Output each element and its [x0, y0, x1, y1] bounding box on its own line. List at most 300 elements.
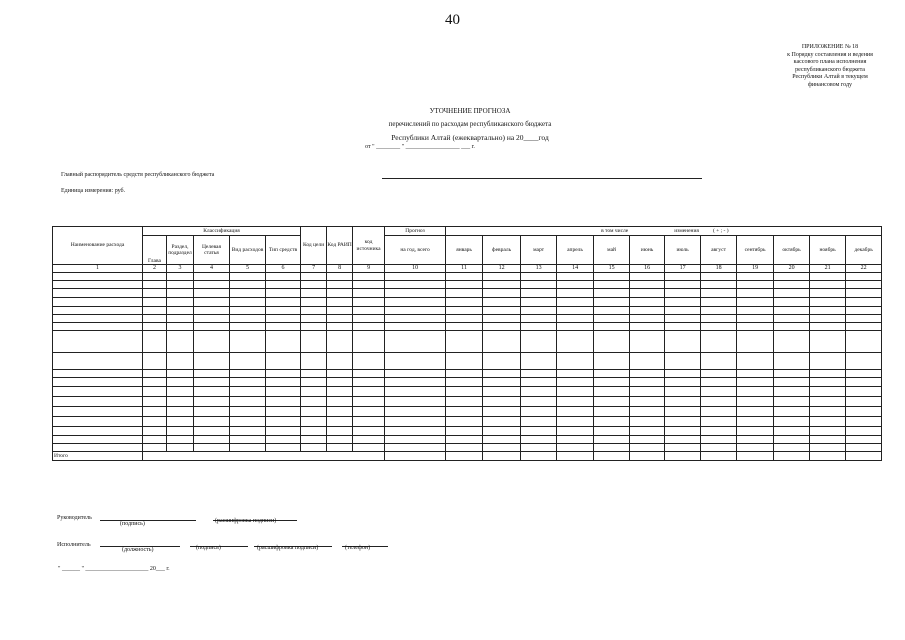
total-cell — [774, 452, 810, 461]
table-cell — [353, 397, 385, 407]
table-cell — [53, 353, 143, 370]
table-cell — [301, 281, 327, 289]
table-cell — [327, 370, 353, 378]
table-cell — [737, 378, 774, 387]
col-number: 20 — [774, 265, 810, 273]
table-cell — [143, 378, 167, 387]
table-cell — [194, 281, 230, 289]
table-cell — [846, 298, 882, 307]
table-cell — [327, 407, 353, 417]
table-cell — [483, 370, 521, 378]
table-cell — [230, 323, 266, 331]
table-cell — [810, 353, 846, 370]
table-cell — [483, 289, 521, 298]
table-cell — [167, 378, 194, 387]
table-cell — [594, 281, 630, 289]
table-cell — [266, 378, 301, 387]
total-label: Итого — [53, 452, 143, 461]
head-sub-sign: (подпись) — [120, 521, 145, 527]
appendix-line: финансовом году — [807, 81, 852, 88]
table-cell — [53, 427, 143, 436]
table-cell — [594, 298, 630, 307]
table-cell — [557, 315, 594, 323]
total-cell — [353, 452, 385, 461]
table-cell — [594, 378, 630, 387]
table-cell — [701, 315, 737, 323]
head-label: Руководитель — [57, 515, 92, 521]
table-row — [53, 444, 882, 452]
table-cell — [665, 353, 701, 370]
table-cell — [194, 273, 230, 281]
col-number: 15 — [594, 265, 630, 273]
table-cell — [353, 307, 385, 315]
table-cell — [483, 417, 521, 427]
col-number: 1 — [53, 265, 143, 273]
table-cell — [701, 370, 737, 378]
table-cell — [194, 417, 230, 427]
table-cell — [630, 331, 665, 353]
table-cell — [521, 407, 557, 417]
total-cell — [230, 452, 266, 461]
table-cell — [385, 315, 446, 323]
table-cell — [301, 289, 327, 298]
table-cell — [594, 370, 630, 378]
table-cell — [594, 387, 630, 397]
table-cell — [557, 378, 594, 387]
table-cell — [521, 436, 557, 444]
table-row — [53, 387, 882, 397]
table-cell — [143, 307, 167, 315]
table-cell — [301, 407, 327, 417]
total-cell — [266, 452, 301, 461]
table-cell — [483, 436, 521, 444]
table-cell — [665, 378, 701, 387]
head-sign-line — [100, 520, 196, 521]
table-cell — [230, 353, 266, 370]
appendix-line: к Порядку составления и ведения — [787, 51, 873, 58]
table-cell — [846, 323, 882, 331]
table-cell — [143, 331, 167, 353]
table-cell — [446, 307, 483, 315]
table-row — [53, 323, 882, 331]
table-cell — [301, 444, 327, 452]
table-row — [53, 407, 882, 417]
table-cell — [483, 315, 521, 323]
table-cell — [301, 370, 327, 378]
table-cell — [846, 427, 882, 436]
col-number: 4 — [194, 265, 230, 273]
table-cell — [266, 353, 301, 370]
table-cell — [230, 281, 266, 289]
table-cell — [301, 387, 327, 397]
table-cell — [774, 427, 810, 436]
table-cell — [194, 436, 230, 444]
forecast-table — [52, 226, 882, 461]
table-cell — [521, 323, 557, 331]
table-cell — [266, 281, 301, 289]
table-cell — [701, 298, 737, 307]
table-row — [53, 298, 882, 307]
table-cell — [483, 298, 521, 307]
table-cell — [737, 331, 774, 353]
table-cell — [846, 331, 882, 353]
table-cell — [53, 323, 143, 331]
table-cell — [266, 444, 301, 452]
table-cell — [737, 281, 774, 289]
col-number: 11 — [446, 265, 483, 273]
table-cell — [521, 281, 557, 289]
table-cell — [53, 387, 143, 397]
table-cell — [665, 307, 701, 315]
page-number: 40 — [445, 12, 460, 28]
form-subtitle-region: Республики Алтай (ежеквартально) на 20____год — [391, 133, 549, 142]
col-number: 14 — [557, 265, 594, 273]
table-cell — [810, 378, 846, 387]
table-cell — [810, 298, 846, 307]
table-cell — [846, 436, 882, 444]
table-cell — [774, 298, 810, 307]
table-cell — [194, 298, 230, 307]
table-cell — [521, 417, 557, 427]
table-row — [53, 370, 882, 378]
table-cell — [665, 417, 701, 427]
col-number: 8 — [327, 265, 353, 273]
table-cell — [53, 281, 143, 289]
table-cell — [701, 353, 737, 370]
table-cell — [630, 289, 665, 298]
table-cell — [557, 387, 594, 397]
table-cell — [810, 397, 846, 407]
appendix-note — [760, 44, 900, 90]
table-cell — [167, 289, 194, 298]
table-cell — [557, 289, 594, 298]
table-cell — [194, 387, 230, 397]
table-cell — [353, 353, 385, 370]
table-cell — [53, 436, 143, 444]
table-cell — [53, 417, 143, 427]
table-cell — [327, 436, 353, 444]
table-row — [53, 307, 882, 315]
head-sub-name: (расшифровка подписи) — [215, 518, 277, 524]
table-cell — [701, 323, 737, 331]
table-cell — [167, 444, 194, 452]
table-cell — [774, 397, 810, 407]
table-cell — [521, 315, 557, 323]
table-cell — [266, 307, 301, 315]
header-vid: Вид расходов — [230, 236, 266, 265]
table-cell — [846, 307, 882, 315]
header-celevaya: Целевая статья — [194, 236, 230, 265]
col-number: 16 — [630, 265, 665, 273]
table-cell — [483, 407, 521, 417]
table-cell — [630, 307, 665, 315]
table-cell — [266, 370, 301, 378]
header-name: Наименование расхода — [53, 227, 143, 265]
table-cell — [167, 370, 194, 378]
table-cell — [353, 273, 385, 281]
col-number: 22 — [846, 265, 882, 273]
table-cell — [737, 444, 774, 452]
table-cell — [167, 307, 194, 315]
unit-label: Единица измерения: руб. — [61, 188, 126, 194]
table-row — [53, 331, 882, 353]
table-cell — [53, 289, 143, 298]
header-month: январь — [446, 236, 483, 265]
total-cell — [846, 452, 882, 461]
header-month: февраль — [483, 236, 521, 265]
table-cell — [230, 315, 266, 323]
table-cell — [230, 298, 266, 307]
table-cell — [167, 315, 194, 323]
table-cell — [483, 331, 521, 353]
table-cell — [194, 323, 230, 331]
table-cell — [594, 353, 630, 370]
table-cell — [594, 323, 630, 331]
table-cell — [594, 417, 630, 427]
table-cell — [630, 281, 665, 289]
table-cell — [630, 427, 665, 436]
table-cell — [774, 370, 810, 378]
total-cell — [301, 452, 327, 461]
header-month: май — [594, 236, 630, 265]
table-cell — [327, 323, 353, 331]
exec-sub-sign: (подпись) — [196, 545, 221, 551]
table-cell — [737, 427, 774, 436]
table-cell — [385, 444, 446, 452]
table-cell — [810, 289, 846, 298]
table-cell — [53, 307, 143, 315]
table-cell — [810, 273, 846, 281]
table-cell — [630, 436, 665, 444]
header-kod-istochnika: код источника — [353, 227, 385, 265]
table-cell — [194, 315, 230, 323]
table-cell — [557, 323, 594, 331]
table-cell — [143, 323, 167, 331]
table-cell — [230, 407, 266, 417]
table-cell — [143, 370, 167, 378]
table-cell — [630, 417, 665, 427]
table-cell — [446, 281, 483, 289]
table-cell — [846, 273, 882, 281]
table-cell — [594, 307, 630, 315]
table-cell — [521, 307, 557, 315]
table-cell — [327, 289, 353, 298]
table-cell — [230, 444, 266, 452]
table-cell — [521, 444, 557, 452]
table-cell — [737, 407, 774, 417]
table-cell — [774, 378, 810, 387]
table-cell — [167, 331, 194, 353]
table-cell — [774, 436, 810, 444]
table-cell — [446, 289, 483, 298]
total-cell — [194, 452, 230, 461]
table-cell — [353, 370, 385, 378]
header-kod-raip: Код РАИП — [327, 227, 353, 265]
table-cell — [167, 323, 194, 331]
table-cell — [266, 315, 301, 323]
table-cell — [594, 289, 630, 298]
table-cell — [630, 397, 665, 407]
table-cell — [266, 397, 301, 407]
table-cell — [266, 289, 301, 298]
table-cell — [630, 378, 665, 387]
table-cell — [846, 289, 882, 298]
table-cell — [701, 378, 737, 387]
header-month: март — [521, 236, 557, 265]
table-cell — [594, 331, 630, 353]
table-cell — [846, 378, 882, 387]
table-cell — [327, 331, 353, 353]
table-cell — [167, 353, 194, 370]
table-cell — [701, 436, 737, 444]
table-cell — [521, 353, 557, 370]
header-changes — [446, 227, 882, 236]
table-cell — [327, 427, 353, 436]
total-cell — [810, 452, 846, 461]
table-cell — [167, 436, 194, 444]
table-cell — [385, 378, 446, 387]
table-cell — [557, 281, 594, 289]
table-cell — [353, 407, 385, 417]
table-cell — [385, 387, 446, 397]
table-cell — [483, 397, 521, 407]
table-cell — [737, 315, 774, 323]
table-cell — [846, 417, 882, 427]
table-cell — [327, 444, 353, 452]
table-cell — [230, 370, 266, 378]
table-cell — [266, 323, 301, 331]
table-cell — [230, 427, 266, 436]
table-cell — [594, 407, 630, 417]
table-cell — [630, 353, 665, 370]
col-number: 3 — [167, 265, 194, 273]
table-cell — [630, 407, 665, 417]
executor-label: Исполнитель — [57, 542, 91, 548]
table-cell — [701, 273, 737, 281]
table-cell — [701, 281, 737, 289]
table-cell — [230, 436, 266, 444]
table-cell — [194, 307, 230, 315]
table-cell — [665, 323, 701, 331]
table-cell — [521, 427, 557, 436]
table-cell — [53, 331, 143, 353]
total-cell — [327, 452, 353, 461]
header-izmeneniya: изменения — [674, 227, 699, 234]
table-cell — [446, 436, 483, 444]
form-subtitle: перечислений по расходам республиканского бюджета — [388, 120, 552, 128]
table-cell — [665, 397, 701, 407]
table-cell — [301, 331, 327, 353]
table-cell — [143, 444, 167, 452]
table-cell — [446, 427, 483, 436]
table-cell — [483, 323, 521, 331]
table-cell — [557, 397, 594, 407]
table-cell — [353, 298, 385, 307]
table-cell — [194, 427, 230, 436]
header-na-god: на год, всего — [385, 236, 446, 265]
table-cell — [353, 427, 385, 436]
table-cell — [353, 323, 385, 331]
table-cell — [53, 370, 143, 378]
table-cell — [774, 353, 810, 370]
table-cell — [385, 298, 446, 307]
table-cell — [143, 387, 167, 397]
table-cell — [53, 273, 143, 281]
table-cell — [167, 273, 194, 281]
table-cell — [737, 273, 774, 281]
table-cell — [594, 427, 630, 436]
table-cell — [301, 417, 327, 427]
table-cell — [167, 407, 194, 417]
header-kod-celi: Код цели — [301, 227, 327, 265]
table-cell — [701, 387, 737, 397]
table-cell — [483, 387, 521, 397]
table-cell — [266, 331, 301, 353]
table-cell — [53, 444, 143, 452]
table-cell — [810, 407, 846, 417]
appendix-line: Республики Алтай в текущем — [792, 74, 868, 81]
appendix-line: республиканского бюджета — [795, 66, 865, 73]
table-cell — [630, 315, 665, 323]
table-cell — [53, 298, 143, 307]
table-cell — [167, 417, 194, 427]
table-cell — [774, 444, 810, 452]
table-cell — [327, 273, 353, 281]
table-cell — [385, 436, 446, 444]
table-cell — [665, 331, 701, 353]
table-cell — [737, 370, 774, 378]
table-cell — [483, 378, 521, 387]
table-cell — [446, 298, 483, 307]
signature-date-line: " ______ " _____________________ 20___ г. — [58, 566, 170, 572]
total-cell — [385, 452, 446, 461]
table-cell — [143, 436, 167, 444]
table-cell — [167, 427, 194, 436]
table-cell — [846, 407, 882, 417]
table-cell — [594, 315, 630, 323]
header-month: ноябрь — [810, 236, 846, 265]
table-cell — [446, 407, 483, 417]
table-cell — [385, 407, 446, 417]
table-cell — [737, 323, 774, 331]
table-cell — [774, 331, 810, 353]
appendix-line: кассового плана исполнения — [793, 59, 867, 66]
table-cell — [194, 370, 230, 378]
table-cell — [701, 397, 737, 407]
table-cell — [446, 397, 483, 407]
table-row — [53, 378, 882, 387]
table-cell — [737, 289, 774, 298]
header-tip: Тип средств — [266, 236, 301, 265]
table-cell — [665, 298, 701, 307]
table-cell — [266, 417, 301, 427]
table-cell — [143, 298, 167, 307]
col-number: 12 — [483, 265, 521, 273]
table-cell — [774, 273, 810, 281]
table-cell — [266, 427, 301, 436]
table-cell — [665, 387, 701, 397]
total-cell — [594, 452, 630, 461]
table-cell — [521, 298, 557, 307]
table-cell — [353, 281, 385, 289]
table-cell — [446, 444, 483, 452]
header-v-tom-chisle: в том числе — [601, 227, 629, 234]
header-month: август — [701, 236, 737, 265]
table-cell — [194, 289, 230, 298]
table-cell — [143, 315, 167, 323]
table-cell — [301, 378, 327, 387]
table-cell — [230, 307, 266, 315]
